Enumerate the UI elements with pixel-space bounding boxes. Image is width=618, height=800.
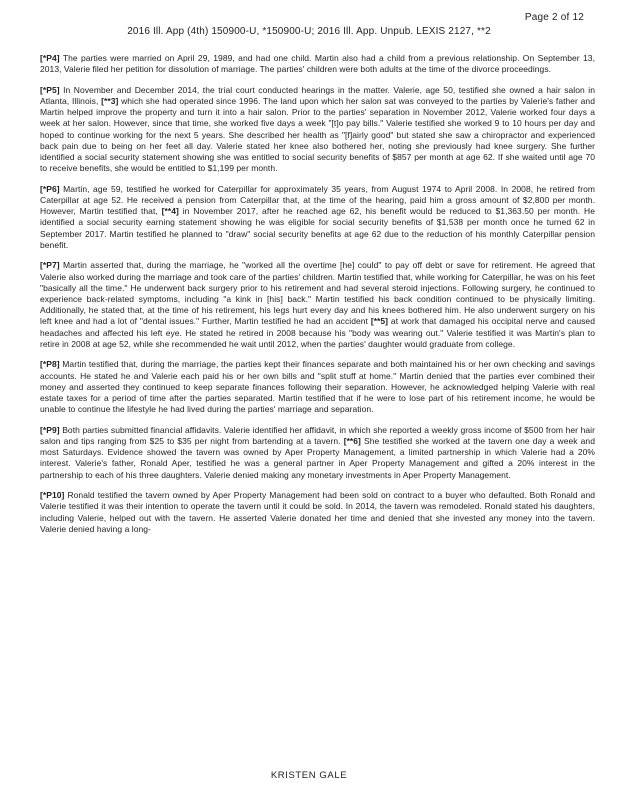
paragraph-text: at work that damaged his occipital nerve and caused headaches and affected his left eye. He stated he retired in 2008 because his "body was wearing out." Valerie testified it was Martin's plan to retire in 2008 at age 52, while she recommended he wait until 2012, when the parties' daughter would graduate from college. [40, 316, 595, 349]
page-reference: [**4] [161, 206, 179, 217]
paragraph-text: which she had operated since 1996. The land upon which her salon sat was conveyed to the parties by Valerie's father and Martin helped improve the property and turn it into a hair salon. Prior to the parties' separation in November 2012, Valerie worked four days a week at her salon. However, since that time, she worked five days a week "[t]o pay bills." Valerie testified she worked 9 to 10 hours per day and hoped to continue working for the next 5 years. She described her health as "[f]airly good" but stated she saw a chiropractor and experienced back pain due to being on her feet all day. Valerie stated her knee also bothered her, noting she previously had knee surgery. She further identified a social security statement showing she was entitled to social security benefits of $857 per month at age 62. If she waited until age 70 to receive benefits, she would be entitled to $1,199 per month. [40, 96, 595, 174]
page-reference: [**6] [343, 436, 361, 447]
opinion-body [40, 53, 595, 535]
footer-author: KRISTEN GALE [270, 770, 348, 781]
paragraph-text: The parties were married on April 29, 1989, and had one child. Martin also had a child from a previous relationship. On September 13, 2013, Valerie filed her petition for dissolution of marriage. The parties' children were both adults at the time of the divorce proceedings. [40, 53, 595, 75]
paragraph-marker: [*P10] [40, 490, 65, 501]
paragraph-text: Martin testified that, during the marriage, the parties kept their finances separate and both maintained his or her own checking and savings accounts. He stated he and Valerie each paid his or her own bills and "split stuff at home." Martin denied that the parties ever combined their money and asserted they continued to keep separate finances following their separation. However, he acknowledged helping Valerie with real estate taxes for a period of time after the parties separated. Martin testified that if he were to lose part of his retirement income, he would be unable to continue the lifestyle he had lived during the parties' marriage and separation. [40, 359, 595, 415]
paragraph-text: in November 2017, after he reached age 62, his benefit would be reduced to $1,363.50 per month. He identified a social security earning statement showing he was eligible for social security benefits of $1,538 per month once he turned 62 in September 2017. Martin testified he planned to "draw" social security benefits at age 62 due to the reduction of his monthly Caterpillar pension benefit. [40, 206, 595, 250]
paragraph-marker: [*P7] [40, 260, 60, 271]
paragraph-text: She testified she worked at the tavern one day a week and most Saturdays. Evidence showed the tavern was owned by Aper Property Management, a limited partnership in which Valerie had a 20% interest. Valerie's father, Ronald Aper, testified he was a general partner in Aper Property Management and gifted a 20% interest in the partnership to each of his three daughters. Valerie denied making any monetary investments in Aper Property Management. [40, 436, 595, 480]
paragraph-p7 [40, 260, 595, 350]
paragraph-p8 [40, 359, 595, 415]
page-reference: [**5] [370, 316, 389, 327]
paragraph-marker: [*P5] [40, 84, 60, 95]
paragraph-marker: [*P8] [40, 359, 60, 370]
paragraph-text: Martin asserted that, during the marriage, he "worked all the overtime [he] could" to pay off debt or save for retirement. He agreed that Valerie also worked during the marriage and took care of the parties' children. Martin testified that, while working for Caterpillar, he was on his feet "basically all the time." He underwent back surgery prior to his retirement and had several steroid injections. Following surgery, he continued to experience back-related symptoms, including "a kink in [his] back." Martin testified his back condition continued to be physically limiting. Additionally, he stated that, at the time of his retirement, his legs hurt every day and his knees bothered him. He also underwent surgery on his left knee and had a lot of "dental issues." Further, Martin testified he had an accident [40, 260, 595, 327]
paragraph-p10 [40, 490, 595, 535]
page-number: Page 2 of 12 [524, 12, 584, 23]
paragraph-text: Ronald testified the tavern owned by Aper Property Management had been sold on contract to a buyer who defaulted. Both Ronald and Valerie testified it was their intention to operate the tavern until it could be sold. In 2014, the tavern was remodeled. Ronald stated his daughters, including Valerie, helped out with the tavern. He asserted Valerie donated her time and denied that she invested any money into the tavern. Valerie denied having a long- [40, 490, 595, 534]
paragraph-marker: [*P6] [40, 183, 60, 194]
paragraph-p9 [40, 425, 595, 481]
citation-header: 2016 Ill. App (4th) 150900-U, *150900-U; 2016 Ill. App. Unpub. LEXIS 2127, **2 [127, 26, 491, 37]
paragraph-p5 [40, 85, 595, 175]
paragraph-marker: [*P4] [40, 53, 60, 63]
paragraph-text: Martin, age 59, testified he worked for Caterpillar for approximately 35 years, from August 1974 to April 2008. In 2008, he retired from Caterpillar at age 52. He received a pension from Caterpillar that, at the time of the hearing, paid him a gross amount of $2,800 per month. However, Martin testified that, [40, 183, 595, 217]
paragraph-text: Both parties submitted financial affidavits. Valerie identified her affidavit, in which she reported a weekly gross income of $500 from her hair salon and tips ranging from $25 to $35 per night from bartending at a tavern. [40, 424, 595, 447]
paragraph-text: In November and December 2014, the trial court conducted hearings in the matter. Valerie, age 50, testified she owned a hair salon in Atlanta, Illinois, [40, 84, 595, 106]
paragraph-p4 [40, 53, 595, 75]
paragraph-p6 [40, 184, 595, 251]
page-reference: [**3] [101, 96, 119, 106]
paragraph-marker: [*P9] [40, 424, 60, 435]
